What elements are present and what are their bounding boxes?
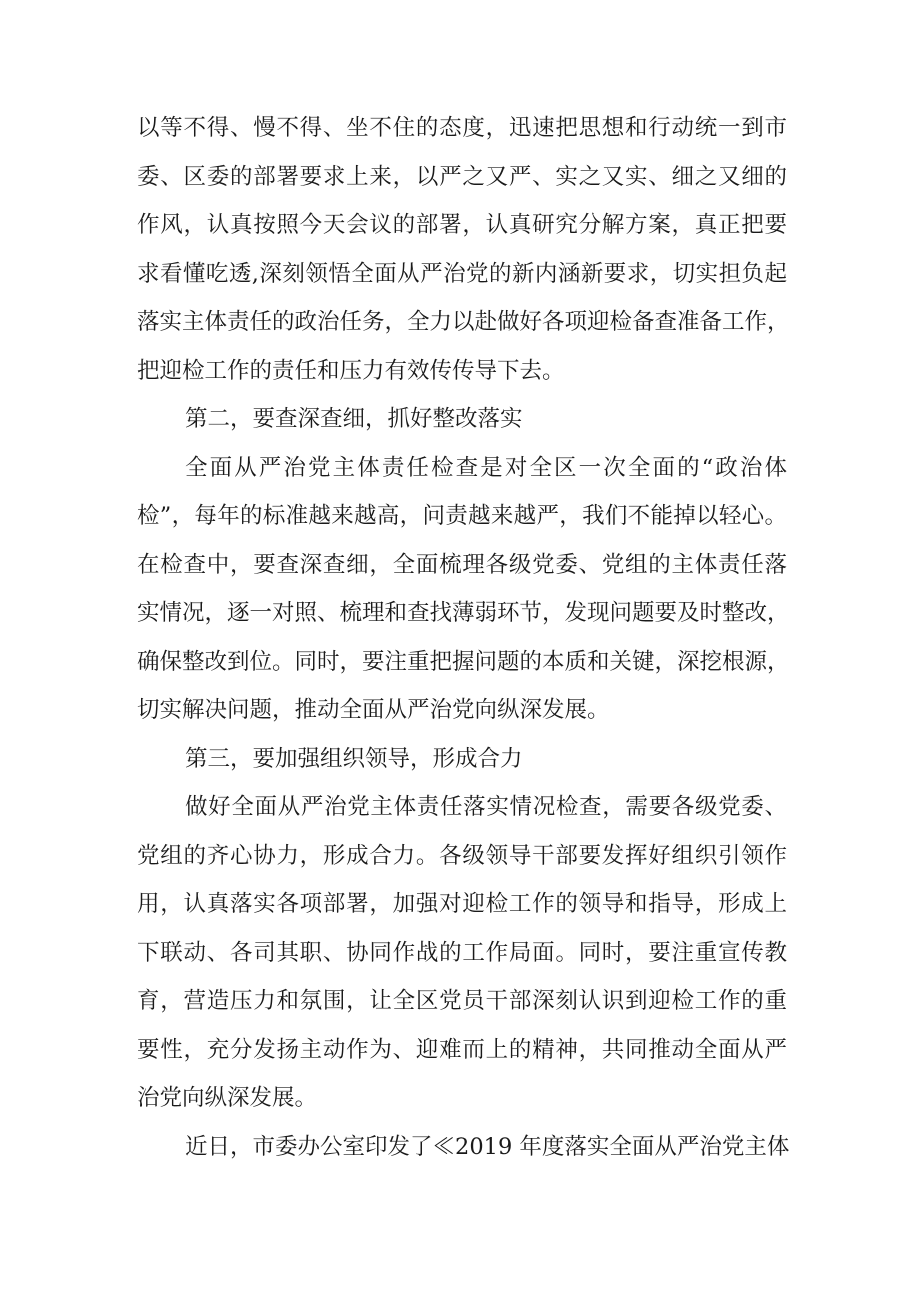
text-line: 育，营造压力和氛围，让全区党员干部深刻认识到迎检工作的重 (137, 988, 787, 1014)
text-line: 以等不得、慢不得、坐不住的态度，迅速把思想和行动统一到市 (137, 115, 787, 141)
text-line: 切实解决问题，推动全面从严治党向纵深发展。 (137, 697, 610, 723)
text-line: 用，认真落实各项部署，加强对迎检工作的领导和指导，形成上 (137, 891, 787, 917)
text-line: 党组的齐心协力，形成合力。各级领导干部要发挥好组织引领作 (137, 842, 787, 869)
text-line: 求看懂吃透,深刻领悟全面从严治党的新内涵新要求，切实担负起 (137, 260, 787, 287)
text-line: 委、区委的部署要求上来，以严之又严、实之又实、细之又细的 (137, 163, 787, 190)
text-line: 实情况，逐一对照、梳理和查找薄弱环节，发现问题要及时整改， (137, 600, 790, 626)
document-body (137, 104, 790, 1171)
text-line: 要性，充分发扬主动作为、迎难而上的精神，共同推动全面从严 (137, 1036, 787, 1063)
paragraph-first-line: 全面从严治党主体责任检查是对全区一次全面的“政治体 (185, 454, 787, 481)
section-heading: 第二，要查深查细，抓好整改落实 (185, 406, 523, 432)
paragraph-first-line: 做好全面从严治党主体责任落实情况检查，需要各级党委、 (185, 794, 787, 820)
paragraph-first-line: 近日，市委办公室印发了≪2019 年度落实全面从严治党主体 (185, 1133, 790, 1160)
text-line: 把迎检工作的责任和压力有效传传导下去。 (137, 357, 565, 384)
text-line: 确保整改到位。同时，要注重把握问题的本质和关键，深挖根源， (137, 648, 790, 675)
text-line: 下联动、各司其职、协同作战的工作局面。同时，要注重宣传教 (137, 939, 787, 966)
text-line: 落实主体责任的政治任务，全力以赴做好各项迎检备查准备工作， (137, 309, 790, 335)
text-line: 在检查中，要查深查细，全面梳理各级党委、党组的主体责任落 (137, 551, 787, 578)
section-heading: 第三，要加强组织领导，形成合力 (185, 745, 523, 772)
text-line: 检”，每年的标准越来越高，问责越来越严，我们不能掉以轻心。 (137, 503, 787, 529)
text-line: 作风，认真按照今天会议的部署，认真研究分解方案，真正把要 (137, 212, 787, 238)
text-line: 治党向纵深发展。 (137, 1085, 318, 1111)
